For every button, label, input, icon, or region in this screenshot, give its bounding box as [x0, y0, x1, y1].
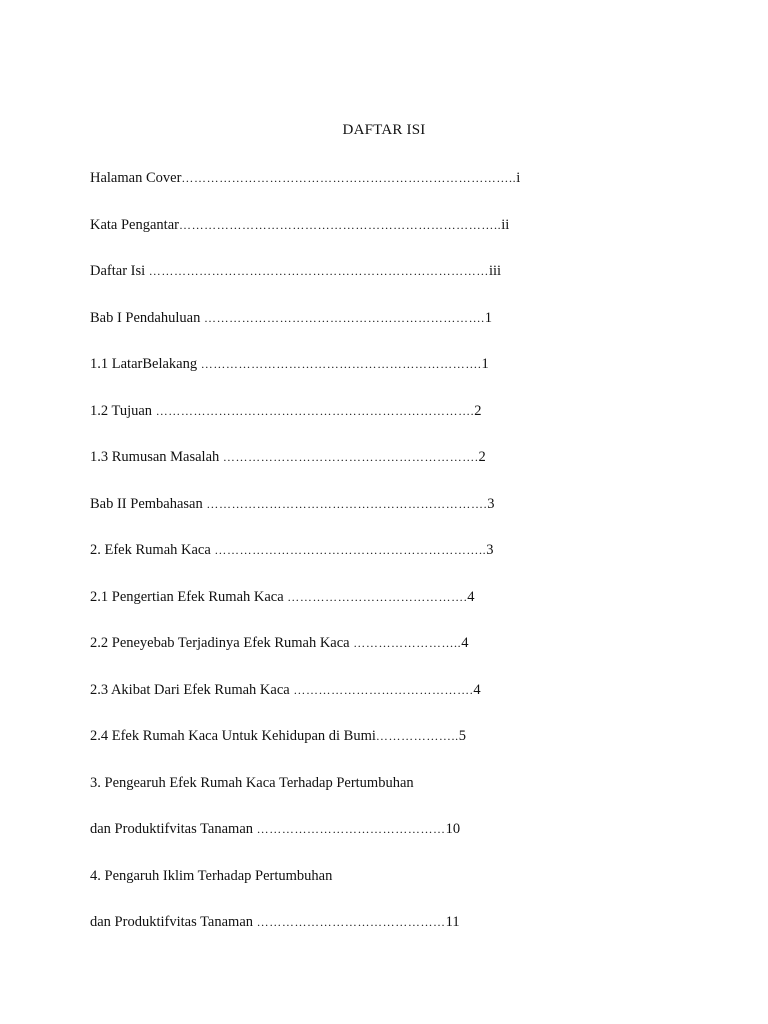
toc-entry-page: 4 [467, 588, 475, 605]
toc-entry-dots: …………………………………………………………. [206, 496, 488, 511]
toc-entry-label: dan Produktifvitas Tanaman [90, 914, 257, 930]
toc-entry-halaman-cover [90, 169, 650, 216]
page-title: DAFTAR ISI [342, 122, 426, 138]
toc-entry-2-3 [90, 681, 650, 728]
toc-entry-page: iii [488, 263, 502, 279]
toc-entry-label: Daftar Isi [90, 263, 149, 279]
toc-entry-page: 5 [458, 728, 466, 744]
toc-entry-dots: …………………………………………………………. [203, 310, 485, 325]
toc-entry-3-cont [90, 820, 650, 867]
toc-entry-label: 1.2 Tujuan [90, 402, 156, 419]
toc-entry-dots: …………………….. [353, 636, 462, 650]
toc-entry-dots: …………………………………………………………. [200, 357, 482, 371]
toc-entry-dots: ……………………………………. [293, 682, 474, 697]
toc-entry-dots: ……………………………………………………………………… [148, 264, 489, 278]
toc-entry-2-4 [90, 727, 650, 774]
toc-entry-dots: ……………………………………. [287, 589, 468, 604]
toc-entry-dots: ……………………………………………………….. [214, 543, 487, 557]
toc-entry-dots: …………………………………………………………………….. [181, 171, 517, 185]
toc-entry-label: Bab I Pendahuluan [90, 309, 204, 326]
toc-entry-4 [90, 867, 650, 914]
toc-entry-label: 2.3 Akibat Dari Efek Rumah Kaca [90, 681, 294, 698]
toc-entry-page: 2 [478, 449, 486, 465]
toc-entry-4-cont [90, 913, 650, 960]
table-of-contents [90, 169, 650, 960]
toc-entry-dots: …………………………………………………………………. [155, 403, 475, 418]
toc-entry-label: 2.1 Pengertian Efek Rumah Kaca [90, 588, 288, 605]
toc-entry-label: 4. Pengaruh Iklim Terhadap Pertumbuhan [90, 867, 333, 884]
toc-entry-page: 4 [461, 635, 469, 651]
toc-entry-label: 2. Efek Rumah Kaca [90, 542, 215, 558]
toc-entry-page: 11 [445, 914, 460, 930]
toc-entry-dots: ……………….. [375, 729, 459, 743]
toc-entry-bab-2 [90, 495, 650, 542]
toc-entry-dots: ……………………………………………………. [222, 450, 479, 464]
toc-entry-3 [90, 774, 650, 821]
toc-entry-1-1 [90, 355, 650, 402]
toc-entry-label: dan Produktifvitas Tanaman [90, 821, 257, 837]
toc-entry-label: 2.2 Peneyebab Terjadinya Efek Rumah Kaca [90, 635, 354, 651]
toc-entry-page: ii [501, 216, 510, 233]
toc-entry-page: 10 [445, 821, 461, 837]
toc-entry-1-2 [90, 402, 650, 449]
toc-entry-2 [90, 541, 650, 588]
toc-entry-page: 3 [486, 542, 494, 558]
toc-entry-bab-1 [90, 309, 650, 356]
toc-entry-dots: ……………………………………… [256, 822, 446, 836]
toc-entry-label: 3. Pengearuh Efek Rumah Kaca Terhadap Pertumbuhan [90, 774, 414, 791]
toc-entry-label: 1.3 Rumusan Masalah [90, 449, 223, 465]
toc-entry-kata-pengantar [90, 216, 650, 263]
toc-entry-daftar-isi [90, 262, 650, 309]
toc-entry-label: 2.4 Efek Rumah Kaca Untuk Kehidupan di Bumi [90, 728, 376, 744]
toc-entry-page: 1 [484, 309, 493, 326]
toc-entry-dots: ……………………………………… [256, 915, 446, 929]
toc-entry-label: Halaman Cover [90, 170, 182, 186]
toc-entry-label: Bab II Pembahasan [90, 495, 207, 512]
toc-entry-2-2 [90, 634, 650, 681]
toc-entry-page: 3 [487, 495, 495, 512]
toc-entry-label: Kata Pengantar [90, 216, 179, 233]
toc-entry-page: 4 [473, 681, 481, 698]
toc-entry-label: 1.1 LatarBelakang [90, 356, 201, 372]
toc-entry-2-1 [90, 588, 650, 635]
toc-entry-page: 2 [474, 402, 482, 419]
toc-entry-1-3 [90, 448, 650, 495]
toc-entry-page: i [516, 170, 521, 186]
toc-entry-page: 1 [481, 356, 489, 372]
toc-entry-dots: ………………………………………………………………….. [178, 217, 502, 232]
